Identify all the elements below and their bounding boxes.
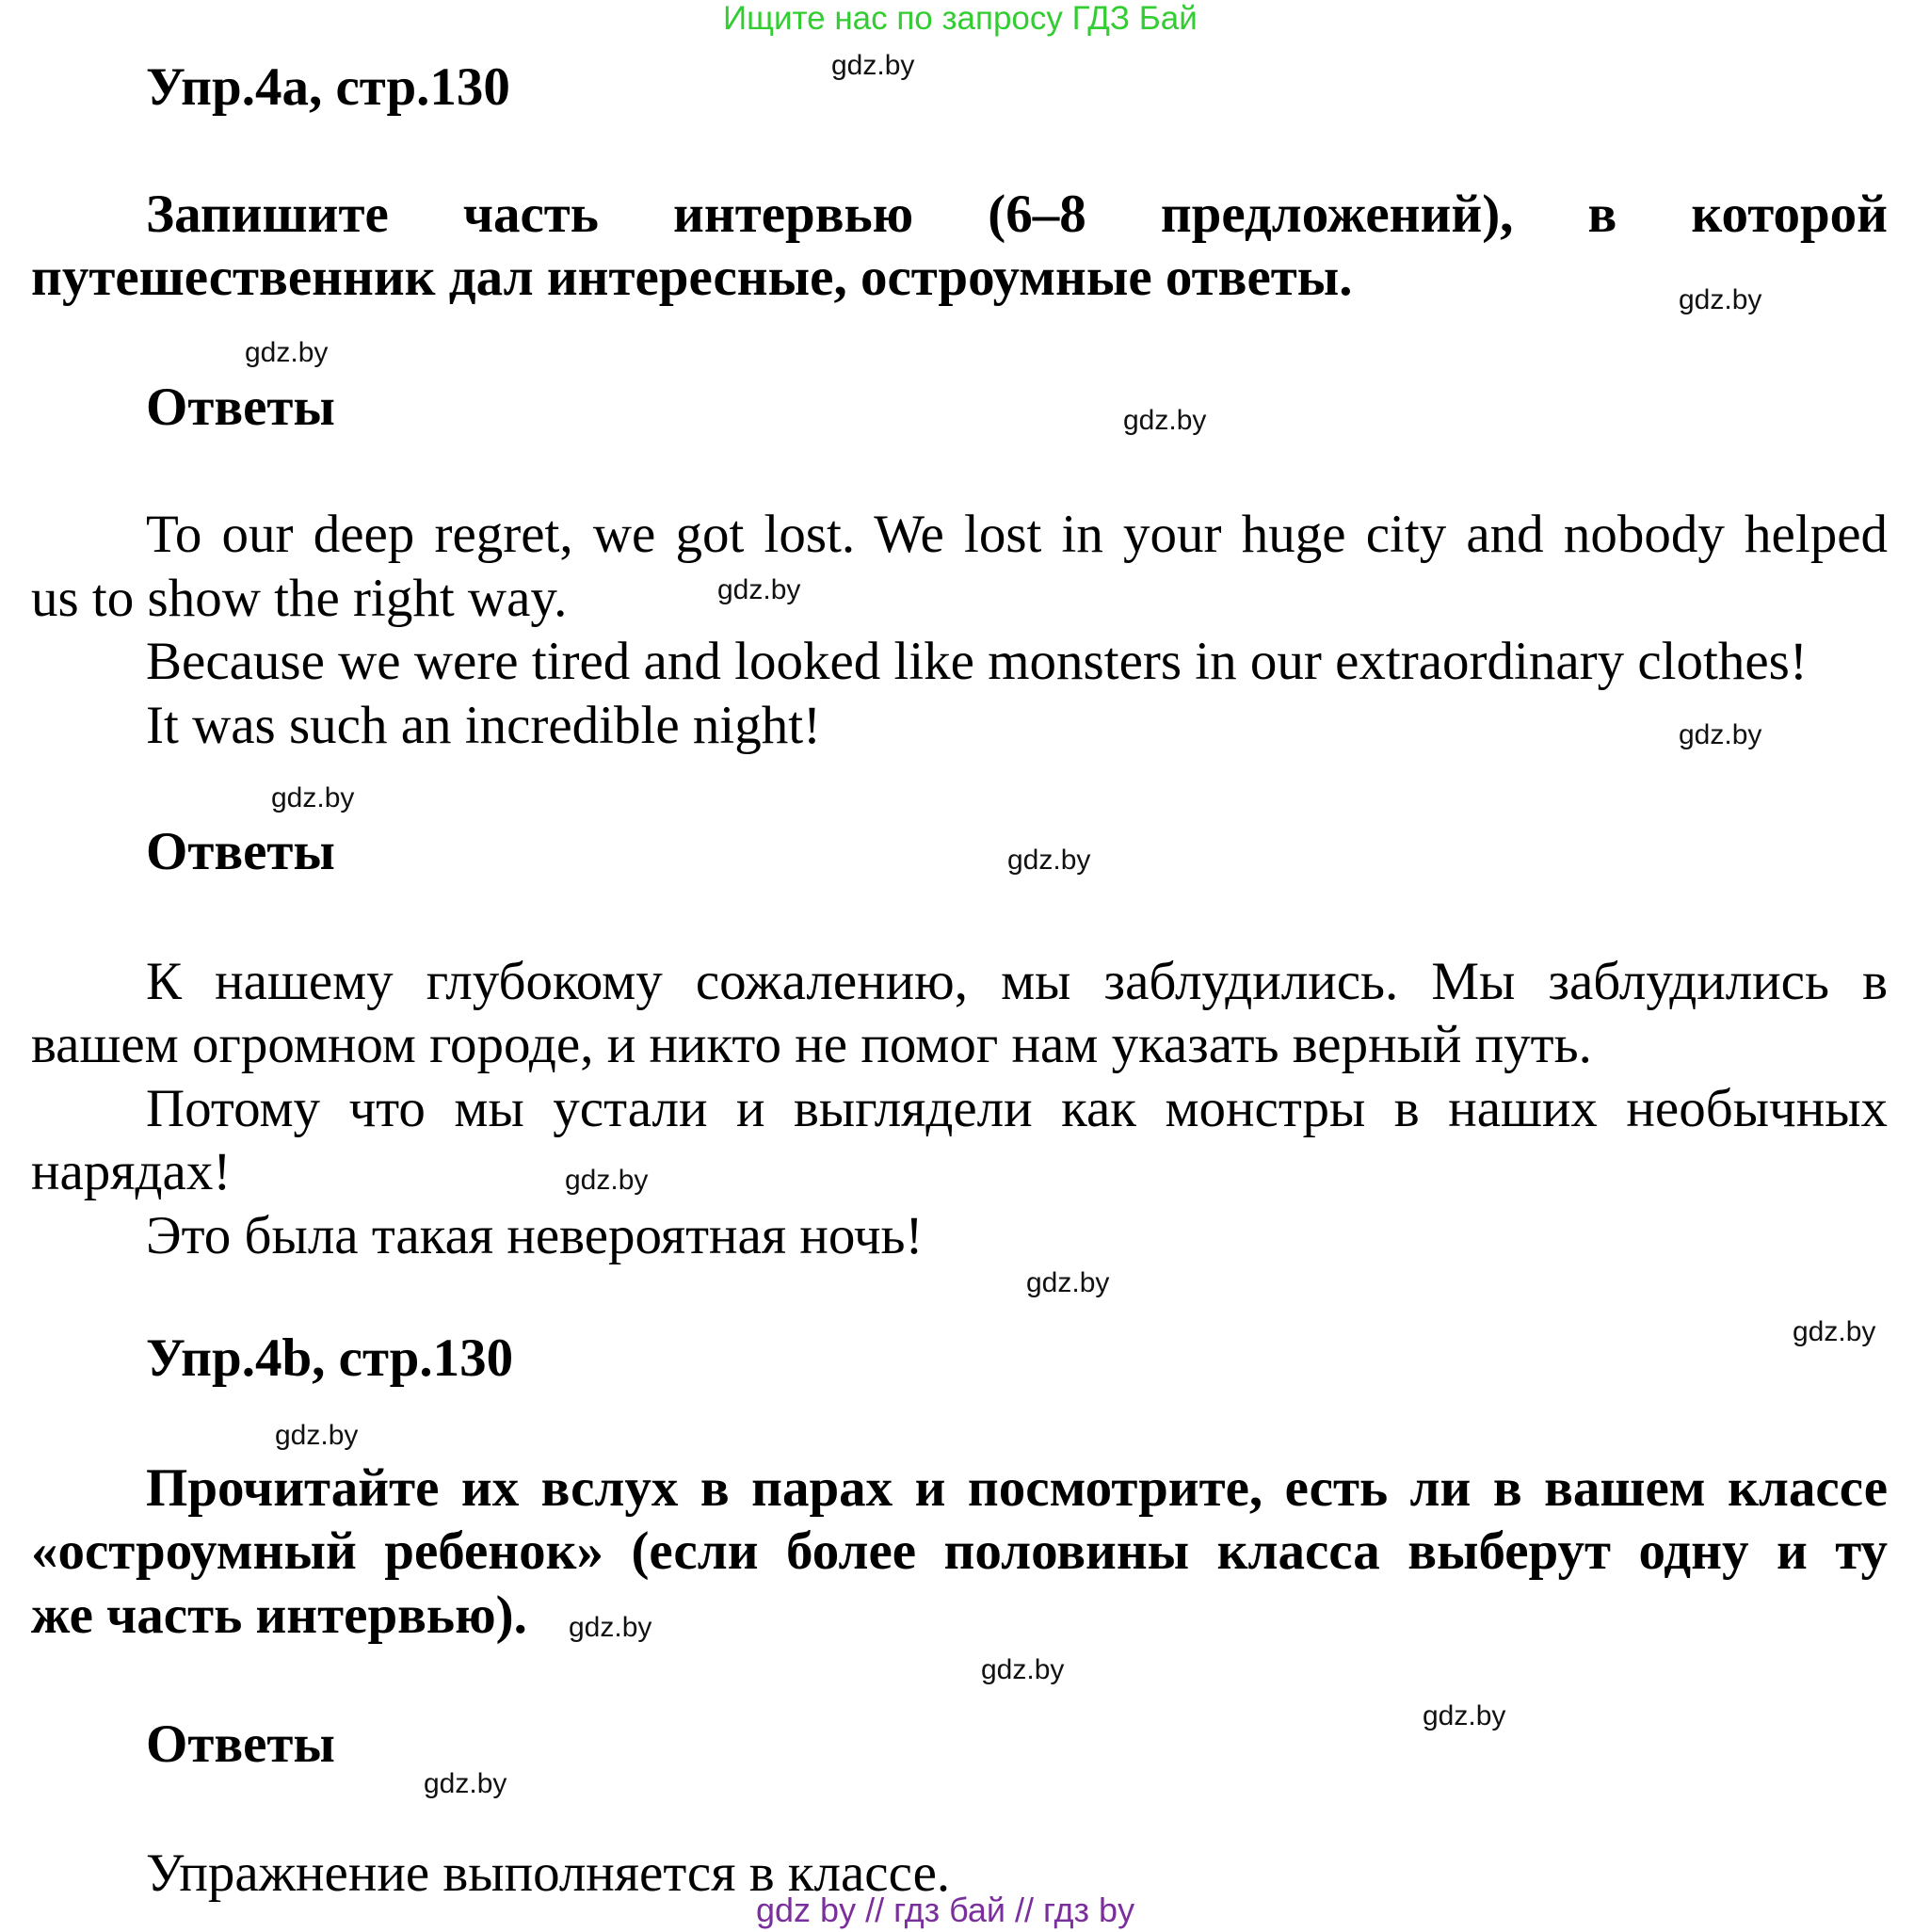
exercise-4a-title: Упр.4a, стр.130 [146,57,510,117]
russian-answer-line-5: Это была такая невероятная ночь! [146,1206,924,1265]
exercise-4b-answer: Упражнение выполняется в классе. [146,1843,951,1903]
exercise-4a-task-line-2: путешественник дал интересные, остроумные ответы. [31,248,1353,307]
watermark: gdz.by [569,1612,652,1643]
answers-label-1: Ответы [146,378,335,437]
answers-label-3: Ответы [146,1715,335,1774]
russian-answer-line-2: вашем огромном городе, и никто не помог нам указать верный путь. [31,1015,1592,1074]
watermark: gdz.by [1123,405,1207,436]
exercise-4b-title: Упр.4b, стр.130 [146,1328,514,1388]
watermark: gdz.by [271,782,355,813]
answers-label-2: Ответы [146,822,335,881]
english-answer-line-2: us to show the right way. [31,569,568,628]
watermark: gdz.by [1679,284,1762,315]
watermark: gdz.by [275,1420,359,1451]
watermark: gdz.by [1026,1267,1110,1298]
english-answer-line-1: To our deep regret, we got lost. We lost in your huge city and nobody helped [146,505,1888,564]
exercise-4b-task-line-1: Прочитайте их вслух в парах и посмотрите, есть ли в вашем классе [146,1458,1888,1518]
english-answer-line-4: It was such an incredible night! [146,696,822,755]
watermark: gdz.by [1007,845,1091,876]
watermark: gdz.by [1423,1700,1506,1731]
top-banner: Ищите нас по запросу ГДЗ Бай [723,0,1198,37]
watermark: gdz.by [565,1165,649,1196]
watermark: gdz.by [717,574,801,605]
watermark: gdz.by [831,50,915,81]
russian-answer-line-4: нарядах! [31,1142,232,1201]
watermark: gdz.by [245,337,329,368]
exercise-4b-task-line-2: «остроумный ребенок» (если более половины класса выберут одну и ту [31,1521,1888,1581]
bottom-banner: gdz by // гдз бай // гдз by [756,1891,1135,1929]
watermark: gdz.by [424,1768,507,1799]
watermark: gdz.by [1793,1316,1876,1347]
exercise-4a-task-line-1: Запишите часть интервью (6–8 предложений), в которой [146,185,1888,244]
english-answer-line-3: Because we were tired and looked like monsters in our extraordinary clothes! [146,632,1808,691]
watermark: gdz.by [1679,719,1762,750]
exercise-4b-task-line-3: же часть интервью). [31,1586,527,1645]
russian-answer-line-3: Потому что мы устали и выглядели как монстры в наших необычных [146,1079,1888,1138]
russian-answer-line-1: К нашему глубокому сожалению, мы заблудились. Мы заблудились в [146,952,1888,1011]
watermark: gdz.by [981,1654,1065,1685]
